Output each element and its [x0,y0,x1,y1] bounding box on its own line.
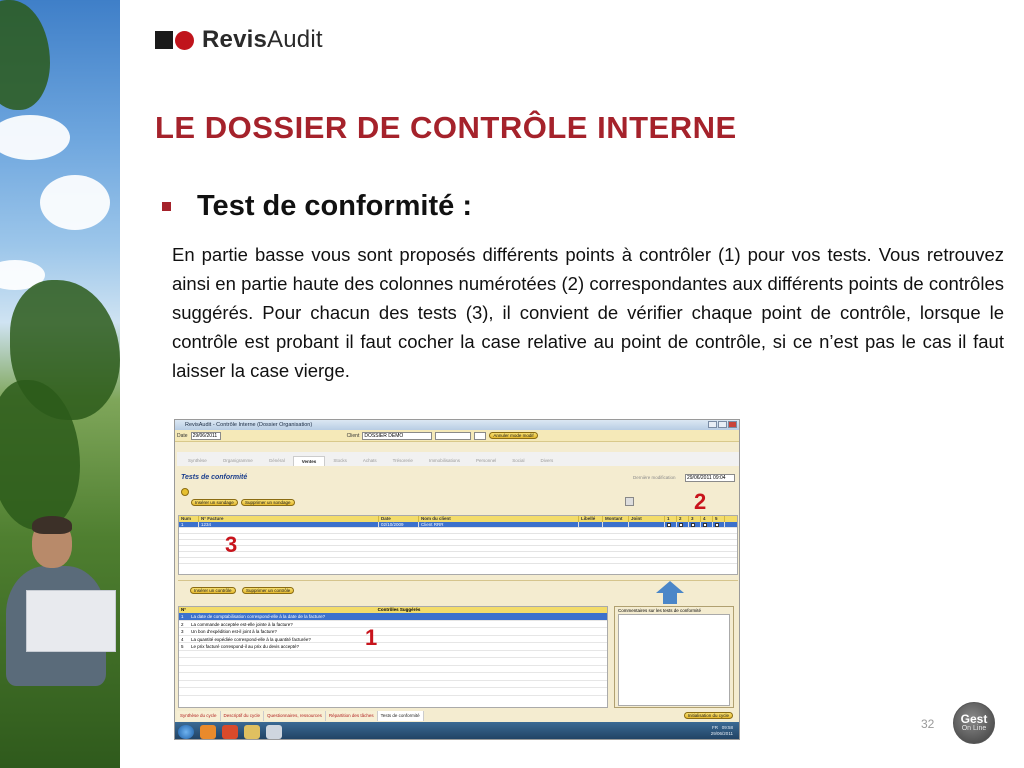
client-label: Client [346,432,360,439]
client-field[interactable]: DOSSIER DEMO [362,432,432,440]
list-item[interactable] [179,666,607,674]
col-4: 4 [701,516,713,522]
comments-textarea[interactable] [618,614,730,706]
logo-square-icon [155,31,173,49]
start-button-icon[interactable] [178,725,194,739]
annotation-2: 2 [694,489,707,514]
tab-synthese-cycle[interactable]: Synthèse du cycle [177,711,221,721]
check-2[interactable] [679,523,683,527]
tab-social[interactable]: Social [512,458,525,463]
col-1: 1 [665,516,677,522]
date-field[interactable]: 29/06/2011 [191,432,221,440]
col-num: Num [179,516,199,522]
app-toolbar [175,430,739,442]
comments-label: Commentaires sur les tests de conformité [618,608,702,613]
revisaudit-taskbar-icon[interactable] [266,725,282,739]
tray-lang: FR [711,725,718,730]
tab-repartition[interactable]: Répartition des tâches [326,711,378,721]
row-num: 1 [179,522,199,527]
check-3[interactable] [691,523,695,527]
col-date: Date [379,516,419,522]
tab-general[interactable]: Général [268,458,285,463]
slide-title: LE DOSSIER DE CONTRÔLE INTERNE [155,110,737,145]
background-photo [0,0,120,768]
revisaudit-logo [155,27,323,53]
annotation-3: 3 [225,532,238,557]
logo-circle-icon [175,31,194,50]
list-item[interactable] [179,688,607,696]
table-row[interactable] [179,558,737,564]
inserer-sondage-button[interactable]: Insérer un sondage [191,499,238,506]
powerpoint-icon[interactable] [222,725,238,739]
supprimer-controle-button[interactable]: Supprimer un contrôle [242,587,294,594]
firefox-icon[interactable] [200,725,216,739]
supprimer-sondage-button[interactable]: Supprimer un sondage [241,499,295,506]
tab-achats[interactable]: Achats [362,458,377,463]
extra-field-2[interactable] [474,432,486,440]
windows-taskbar [175,722,740,740]
check-1[interactable] [667,523,671,527]
inserer-controle-button[interactable]: Insérer un contrôle [190,587,236,594]
arrow-up-stem [663,592,677,604]
laptop-shape [26,590,116,652]
tab-questionnaires[interactable]: Questionnaires, ressources [264,711,326,721]
list-item[interactable] [179,681,607,689]
col-montant: Montant [603,516,629,522]
tab-divers[interactable]: Divers [540,458,554,463]
row-client: Client RRR [419,522,579,527]
controles-suggeres-list [178,606,608,708]
explorer-icon[interactable] [244,725,260,739]
col-3: 3 [689,516,701,522]
tree-shape [0,0,50,110]
gest-logo-line1: Gest [960,712,988,726]
tab-organigramme[interactable]: Organigramme [222,458,253,463]
extra-field[interactable] [435,432,471,440]
list-item[interactable]: 1 La date de comptabilisation correspond-elle à la date de la facture? [179,613,607,621]
initialisation-cycle-button[interactable]: Initialisation du cycle [684,712,733,719]
col-2: 2 [677,516,689,522]
list-item[interactable]: 4 La quantité expédiée correspond-elle à la quantité facturée? [179,636,607,644]
tab-ventes[interactable]: Ventes [293,456,326,466]
last-modif-label: Dernière modification [633,475,676,480]
module-tabs [177,452,739,466]
col-joint: Joint [629,516,665,522]
row-date: 02/10/2009 [379,522,419,527]
maximize-icon[interactable] [718,421,727,428]
logo-text: RevisAudit [202,26,323,53]
tab-tresorerie[interactable]: Trésorerie [392,458,413,463]
list-item[interactable]: 3 Un bon d'expédition est-il joint à la facture? [179,628,607,636]
bullet-heading [162,190,472,223]
cloud-shape [0,115,70,160]
last-modif-field: 29/06/2011 09:04 [685,474,735,482]
col-facture: N° Facture [199,516,379,522]
sondages-grid [178,515,738,575]
controls-header-num: N° [181,607,187,612]
tab-tests-conformite[interactable]: Tests de conformité [378,711,424,721]
tab-synthese[interactable]: Synthèse [188,458,207,463]
minimize-icon[interactable] [708,421,717,428]
page-number: 32 [921,717,935,731]
tab-descriptif-cycle[interactable]: Descriptif du cycle [221,711,265,721]
col-client: Nom du client [419,516,579,522]
bullet-text: Test de conformité : [197,190,472,222]
cloud-shape [40,175,110,230]
col-5: 5 [713,516,725,522]
app-screenshot [174,419,740,740]
list-item[interactable]: 2 La commande acceptée est-elle jointe à la facture? [179,621,607,629]
list-item[interactable] [179,673,607,681]
tab-stocks[interactable]: Stocks [333,458,347,463]
controls-header-label: Contrôles Suggérés [377,607,421,612]
window-title: RevisAudit - Contrôle Interne (Dossier Organisation) [175,420,739,430]
system-tray [711,725,733,737]
person-hair [32,516,72,534]
list-item[interactable] [179,651,607,659]
list-item[interactable]: 5 Le prix facturé correspond-il au prix du devis accepté? [179,643,607,651]
annotation-1: 1 [365,625,378,650]
date-label: Date [177,432,188,439]
gest-online-logo [953,702,995,744]
check-5[interactable] [715,523,719,527]
tab-personnel[interactable]: Personnel [475,458,497,463]
col-libelle: Libellé [579,516,603,522]
gest-logo-line2: On Line [961,725,987,732]
check-4[interactable] [703,523,707,527]
row-facture: 1234 [199,522,379,527]
cycle-tabs [177,711,424,721]
tab-immobilisations[interactable]: Immobilisations [428,458,460,463]
controls-panel [178,580,738,708]
help-icon[interactable] [181,488,189,496]
tray-date: 29/06/2011 [710,731,733,736]
body-paragraph: En partie basse vous sont proposés différents points à contrôler (1) pour vos tests. Vous retrouvez ainsi en partie haute des colonnes numérotées (2) correspondantes aux différents points de contrôles suggérés. Pour chacun des tests (3), il convient de vérifier chaque point de contrôle, lorsque le contrôle est probant il faut cocher la case relative au point de contrôle, si ce n’est pas le cas il faut laisser la case vierge. [172,244,1004,381]
tray-time: 09:58 [721,725,733,730]
close-icon[interactable] [728,421,737,428]
annuler-mode-modif-button[interactable]: Annuler mode modif [489,432,537,439]
comments-panel [614,606,734,708]
print-icon[interactable] [625,497,634,506]
panel-title: Tests de conformité [181,474,248,481]
list-item[interactable] [179,658,607,666]
bullet-square-icon [162,202,171,211]
